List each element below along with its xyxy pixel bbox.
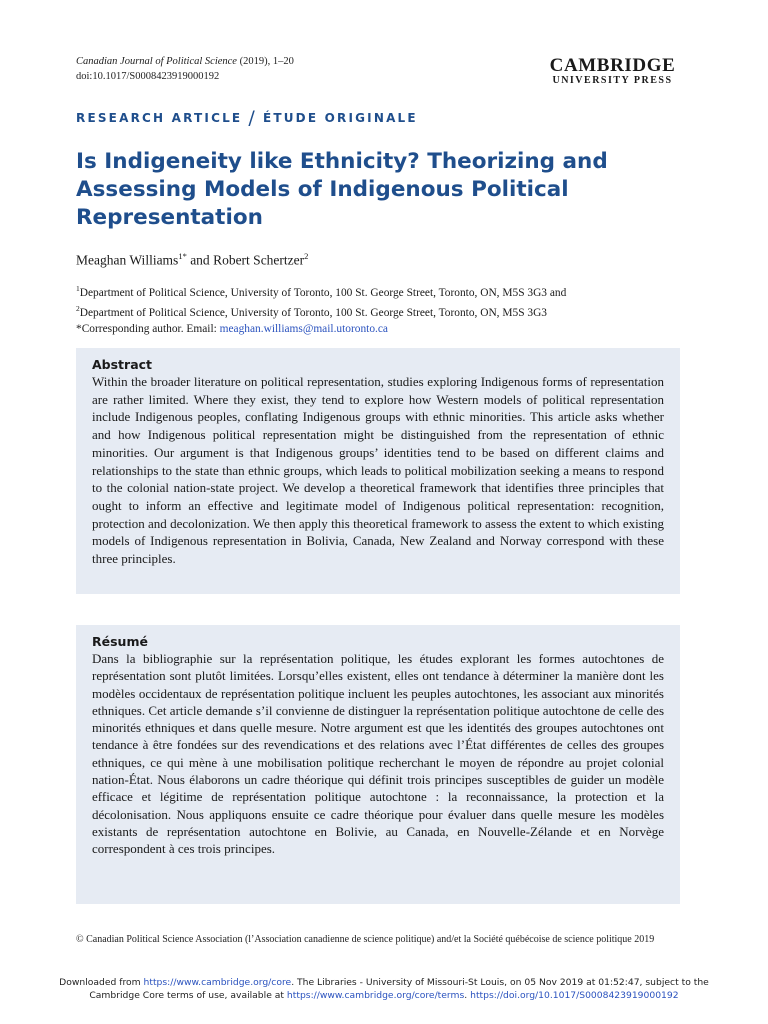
- abstract-text: Within the broader literature on political representation, studies exploring Indigenous forms of representation are rather limited. Where they exist, they tend to explore how Western models of political representation include Indigenous peoples, conflating Indigenous groups with ethnic minorities. This article asks whether and how Indigenous political representation might be distinguished from the representation of ethnic minorities. Our argument is that Indigenous groups’ identities tend to be based on different claims and relationships to the state than ethnic groups, which leads to political mobilization seeking a means to respond to the colonial nation-state project. We develop a theoretical framework that identifies three principles that ought to inform an effective and legitimate model of Indigenous political representation: recognition, protection and decolonization. We then apply this theoretical framework to assess the extent to which existing models of Indigenous representation in Bolivia, Canada, New Zealand and Norway correspond with these three principles.: [92, 374, 664, 567]
- logo-line2: UNIVERSITY PRESS: [552, 75, 673, 86]
- resume-heading: Résumé: [92, 634, 148, 649]
- affiliation-text: Department of Political Science, University of Toronto, 100 St. George Street, Toronto, ON, M5S 3G3: [79, 307, 548, 320]
- journal-doi: doi:10.1017/S0008423919000192: [76, 71, 220, 82]
- corresponding-label: *Corresponding author. Email:: [76, 322, 220, 335]
- affiliations: [76, 281, 696, 337]
- article-type-separator: /: [248, 107, 257, 129]
- download-middle: . The Libraries - University of Missouri-St Louis, on 05 Nov 2019 at 01:52:47, subject to the: [291, 977, 709, 988]
- affiliation-2: [76, 301, 696, 321]
- resume-box: [76, 625, 680, 904]
- affiliation-1: [76, 281, 696, 301]
- author-list: [76, 251, 308, 269]
- affiliation-text: Department of Political Science, University of Toronto, 100 St. George Street, Toronto, ON, M5S 3G3 and: [79, 286, 567, 299]
- article-type-label: [76, 105, 418, 127]
- author-conjunction: and: [186, 252, 214, 268]
- corresponding-author: [76, 322, 696, 338]
- download-line1: [0, 976, 768, 989]
- journal-citation: [76, 54, 294, 84]
- abstract-box: [76, 348, 680, 594]
- article-title: Is Indigeneity like Ethnicity? Theorizing and Assessing Models of Indigenous Political Representation: [76, 149, 608, 230]
- copyright-notice: © Canadian Political Science Association (l’Association canadienne de science politique) and/et la Société québécoise de science politique 2019: [76, 934, 655, 945]
- download-prefix: Downloaded from: [59, 977, 144, 988]
- cambridge-logo: [545, 56, 680, 87]
- resume-text: Dans la bibliographie sur la représentation politique, les études explorant les formes autochtones de représentation sont plutôt limitées. Lorsqu’elles existent, elles ont tendance à déterminer la manière dont les modèles occidentaux de représentation politique incluent les peuples autochtones, les associant aux minorités ethniques. Cet article demande s’il convienne de distinguer la représentation politique autochtone de celle des minorités ethniques et dans quelle mesure. Notre argument est que les identités des groupes autochtones ont tendance à être fondées sur des revendications et des relations avec l’État différentes de celles des groupes ethniques, ce qui mène à une mobilisation politique recherchant le moyen de répondre au projet colonial nation-État. Nous élaborons un cadre théorique qui définit trois principes susceptibles de guider un modèle efficace et légitime de représentation politique autochtone : la reconnaissance, la protection et la décolonisation. Nous appliquons ensuite ce cadre théorique pour évaluer dans quelle mesure les modèles existants de représentation autochtone en Bolivie, au Canada, en Nouvelle-Zélande et en Norvège correspondent à ces trois principes.: [92, 651, 664, 857]
- author-name: Meaghan Williams: [76, 252, 179, 268]
- article-type-en: RESEARCH ARTICLE: [76, 111, 243, 125]
- terms-link[interactable]: https://www.cambridge.org/core/terms: [286, 990, 465, 1001]
- link-separator: .: [464, 990, 471, 1001]
- terms-prefix: Cambridge Core terms of use, available at: [89, 990, 287, 1001]
- doi-link[interactable]: https://doi.org/10.1017/S0008423919000192: [470, 990, 679, 1001]
- journal-name: Canadian Journal of Political Science: [76, 56, 237, 67]
- author-superscript: 2: [304, 251, 309, 261]
- cambridge-core-link[interactable]: https://www.cambridge.org/core: [143, 977, 292, 988]
- journal-issue: (2019), 1–20: [236, 56, 294, 67]
- affiliation-marker: 2: [76, 304, 80, 314]
- affiliation-marker: 1: [76, 284, 80, 293]
- author-email-link[interactable]: meaghan.williams@mail.utoronto.ca: [219, 322, 388, 335]
- download-notice: [0, 976, 768, 1002]
- author-name: Robert Schertzer: [213, 252, 305, 268]
- article-type-fr: ÉTUDE ORIGINALE: [262, 111, 418, 125]
- author-superscript: 1*: [178, 251, 187, 261]
- logo-line1: CAMBRIDGE: [549, 55, 676, 76]
- download-line2: [0, 989, 768, 1002]
- abstract-heading: Abstract: [92, 357, 153, 372]
- journal-line: [76, 54, 294, 69]
